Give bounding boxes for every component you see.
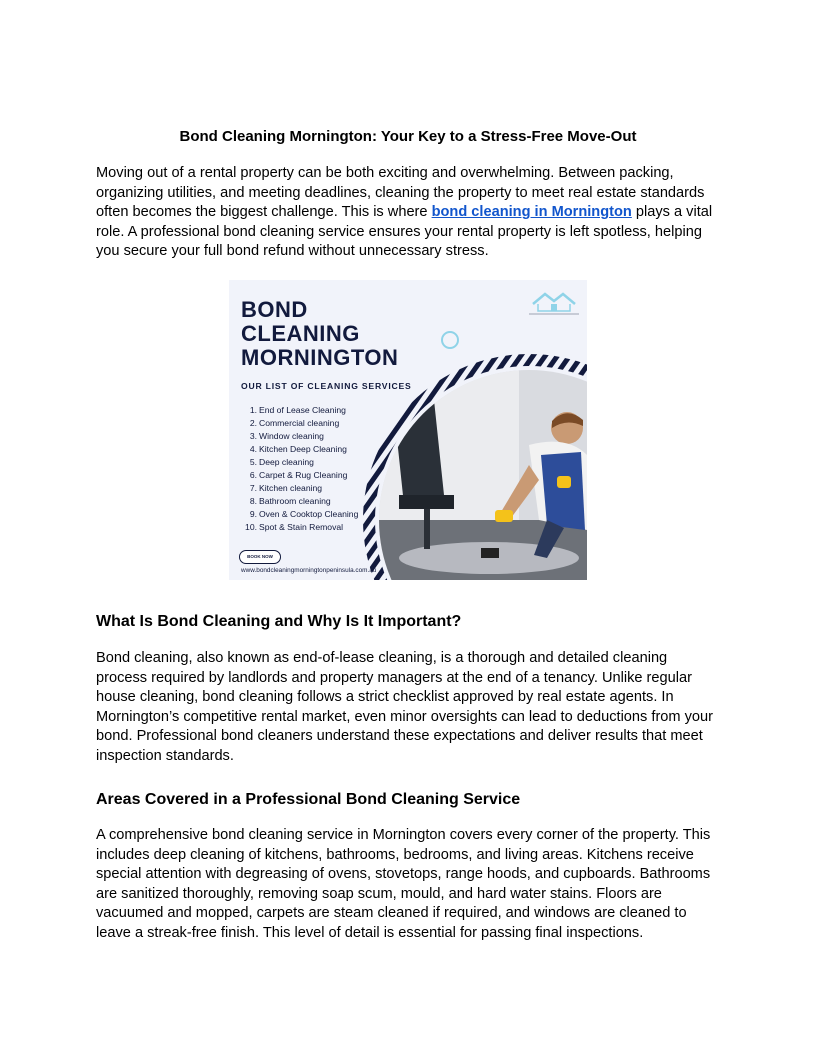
intro-text-after-link: plays a vital role. A professional bond cleaning service ensures your rental property is left spotless, helping you secure your full bond refund without unnecessary stress.: [96, 204, 713, 260]
document-title: Bond Cleaning Mornington: Your Key to a Stress-Free Move-Out: [179, 128, 637, 145]
intro-paragraph: [96, 164, 720, 262]
bond-cleaning-link[interactable]: bond cleaning in Mornington: [431, 204, 632, 221]
cleaner-photo: [369, 360, 587, 580]
house-logo-icon: [525, 284, 583, 318]
section-heading-areas: Areas Covered in a Professional Bond Cleaning Service: [96, 791, 521, 808]
section-heading-what-is: What Is Bond Cleaning and Why Is It Important?: [96, 613, 462, 630]
service-item: 1. End of Lease Cleaning: [249, 405, 346, 415]
book-now-button: BOOK NOW: [239, 550, 281, 564]
circle-accent-decoration: [442, 332, 458, 348]
service-item: 4. Kitchen Deep Cleaning: [249, 444, 347, 454]
intro-text-before-link: Moving out of a rental property can be both exciting and overwhelming. Between packing, organizing utilities, and meeting deadlines, cleaning the property to meet real estate standards often becomes the biggest challenge. This is where: [96, 165, 705, 221]
flyer-image: [229, 280, 587, 580]
flyer-website-url: www.bondcleaningmorningtonpeninsula.com.au: [241, 567, 377, 574]
service-item: 10. Spot & Stain Removal: [245, 522, 344, 532]
service-item: 9. Oven & Cooktop Cleaning: [249, 509, 359, 519]
section-body-areas: A comprehensive bond cleaning service in Mornington covers every corner of the property. This includes deep cleaning of kitchens, bathrooms, bedrooms, and living areas. Kitchens receive special attention with degreasing of ovens, stovetops, range hoods, and cupboards. Bathrooms are sanitized thoroughly, removing soap scum, mould, and hard water stains. Floors are vacuumed and mopped, carpets are steam cleaned if required, and windows are cleaned to leave a streak-free finish. This level of detail is essential for passing final inspections.: [96, 827, 711, 941]
flyer-subtitle: OUR LIST OF CLEANING SERVICES: [241, 381, 412, 391]
flyer-title: BOND CLEANING MORNINGTON: [241, 297, 399, 370]
service-item: 6. Carpet & Rug Cleaning: [249, 470, 348, 480]
service-item: 2. Commercial cleaning: [249, 418, 340, 428]
service-item: 5. Deep cleaning: [249, 457, 314, 467]
service-item: 3. Window cleaning: [249, 431, 324, 441]
service-item: 8. Bathroom cleaning: [249, 496, 331, 506]
section-body-what-is: Bond cleaning, also known as end-of-lease cleaning, is a thorough and detailed cleaning process required by landlords and property managers at the end of a tenancy. Unlike regular house cleaning, bond cleaning follows a strict checklist approved by real estate agents. In Mornington’s competitive rental market, even minor oversights can lead to deductions from your bond. Professional bond cleaners understand these expectations and deliver results that meet inspection standards.: [96, 650, 714, 764]
service-item: 7. Kitchen cleaning: [249, 483, 323, 493]
services-list: [243, 404, 358, 534]
